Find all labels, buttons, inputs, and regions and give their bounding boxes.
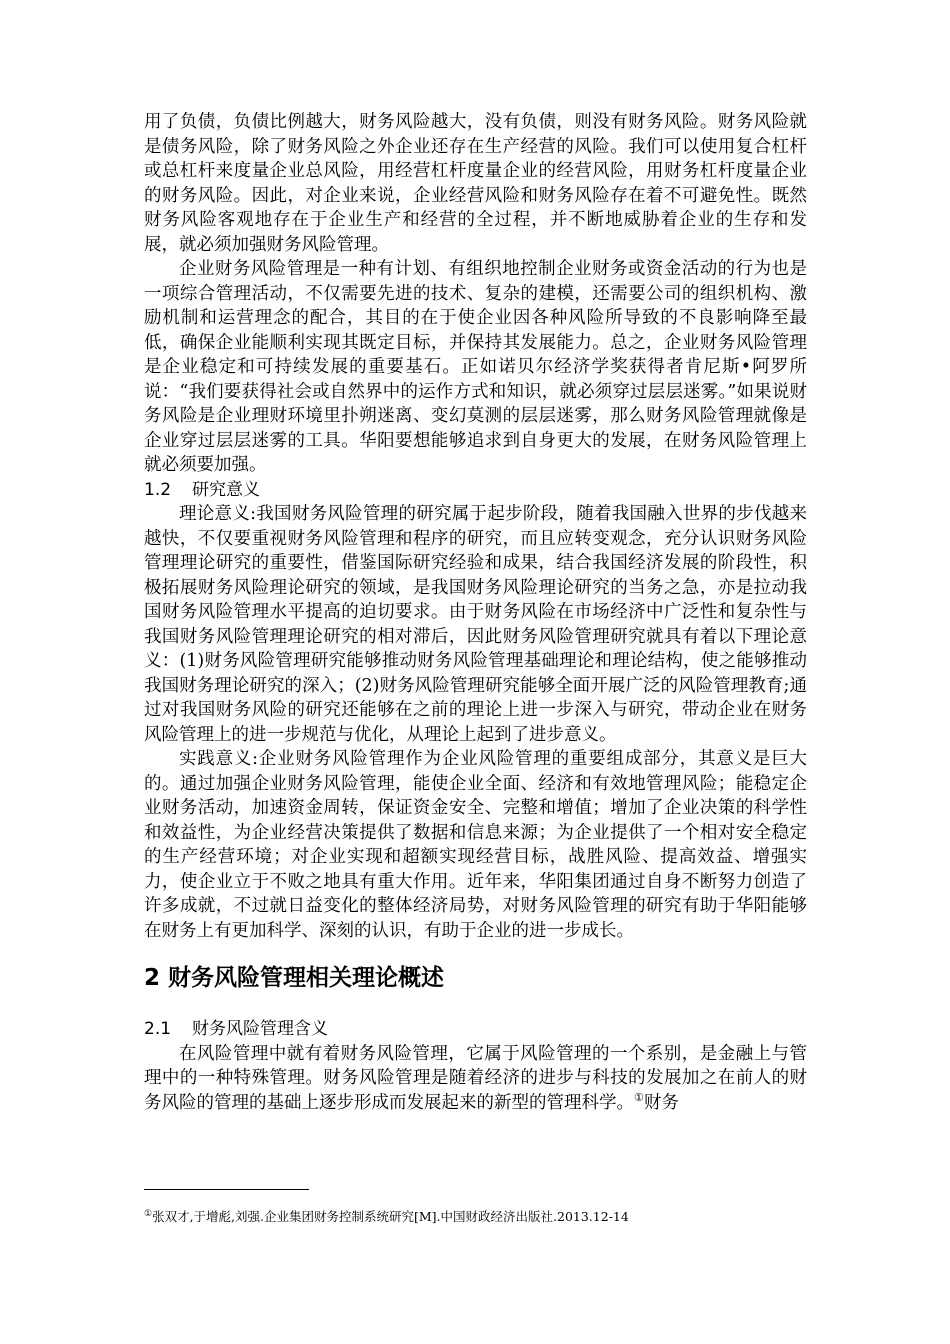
- section-1-2-heading: [144, 478, 807, 503]
- footnote-divider: [144, 1189, 309, 1190]
- footnote: [144, 1208, 807, 1226]
- chapter-2-heading: 2 财务风险管理相关理论概述: [144, 965, 445, 991]
- paragraph-continued: 用了负债，负债比例越大，财务风险越大，没有负债，则没有财务风险。财务风险就是债务风险，除了财务风险之外企业还存在生产经营的风险。我们可以使用复合杠杆或总杠杆来度量企业总风险，用经营杠杆度量企业的经营风险，用财务杠杆度量企业的财务风险。因此，对企业来说，企业经营风险和财务风险存在着不可避免性。既然财务风险客观地存在于企业生产和经营的全过程，并不断地威胁着企业的生存和发展，就必须加强财务风险管理。: [144, 112, 807, 255]
- footnote-text: 张双才,于增彪,刘强.企业集团财务控制系统研究[M].中国财政经济出版社.2013.12-14: [152, 1209, 629, 1224]
- footnote-reference: ①: [634, 1090, 644, 1104]
- paragraph-definition: [144, 1042, 807, 1116]
- paragraph-practical-significance: 实践意义:企业财务风险管理作为企业风险管理的重要组成部分，其意义是巨大的。通过加强企业财务风险管理，能使企业全面、经济和有效地管理风险；能稳定企业财务活动，加速资金周转，保证资金安全、完整和增值；增加了企业决策的科学性和效益性，为企业经营决策提供了数据和信息来源；为企业提供了一个相对安全稳定的生产经营环境；对企业实现和超额实现经营目标，战胜风险、提高效益、增强实力，使企业立于不败之地具有重大作用。近年来，华阳集团通过自身不断努力创造了许多成就，不过就日益变化的整体经济局势，对财务风险管理的研究有助于华阳能够在财务上有更加科学、深刻的认识，有助于企业的进一步成长。: [144, 749, 807, 941]
- footnote-mark: ①: [144, 1208, 153, 1219]
- paragraph-tail: 财务: [643, 1092, 679, 1113]
- section-title: 研究意义: [192, 479, 260, 500]
- body-text: [144, 110, 807, 1115]
- paragraph-theoretical-significance: 理论意义:我国财务风险管理的研究属于起步阶段，随着我国融入世界的步伐越来越快，不仅要重视财务风险管理和程序的研究，而且应转变观念，充分认识财务风险管理理论研究的重要性，借鉴国际研究经验和成果，结合我国经济发展的阶段性，积极拓展财务风险理论研究的领域，是我国财务风险理论研究的当务之急，亦是拉动我国财务风险管理水平提高的迫切要求。由于财务风险在市场经济中广泛性和复杂性与我国财务风险管理理论研究的相对滞后，因此财务风险管理研究就具有着以下理论意义：(1)财务风险管理研究能够推动财务风险管理基础理论和理论结构，使之能够推动我国财务理论研究的深入；(2)财务风险管理研究能够全面开展广泛的风险管理教育;通过对我国财务风险的研究还能够在之前的理论上进一步深入与研究，带动企业在财务风险管理上的进一步规范与优化，从理论上起到了进步意义。: [144, 504, 807, 745]
- paragraph-risk-management: 企业财务风险管理是一种有计划、有组织地控制企业财务或资金活动的行为也是一项综合管理活动，不仅需要先进的技术、复杂的建模，还需要公司的组织机构、激励机制和运营理念的配合，其目的在于使企业因各种风险所导致的不良影响降至最低，确保企业能顺利实现其既定目标，并保持其发展能力。总之，企业财务风险管理是企业稳定和可持续发展的重要基石。正如诺贝尔经济学奖获得者肯尼斯•阿罗所说：“我们要获得社会或自然界中的运作方式和知识，就必须穿过层层迷雾。”如果说财务风险是企业理财环境里扑朔迷离、变幻莫测的层层迷雾，那么财务风险管理就像是企业穿过层层迷雾的工具。华阳要想能够追求到自身更大的发展，在财务风险管理上就必须要加强。: [144, 259, 807, 475]
- section-2-1-heading: [144, 1017, 807, 1042]
- section-title: 财务风险管理含义: [192, 1019, 328, 1039]
- section-number: 1.2: [144, 479, 172, 500]
- paragraph-text: 在风险管理中就有着财务风险管理，它属于风险管理的一个系别，是金融上与管理中的一种特殊管理。财务风险管理是随着经济的进步与科技的发展加之在前人的财务风险的管理的基础上逐步形成而发展起来的新型的管理科学。: [144, 1043, 807, 1113]
- section-number: 2.1: [144, 1019, 172, 1039]
